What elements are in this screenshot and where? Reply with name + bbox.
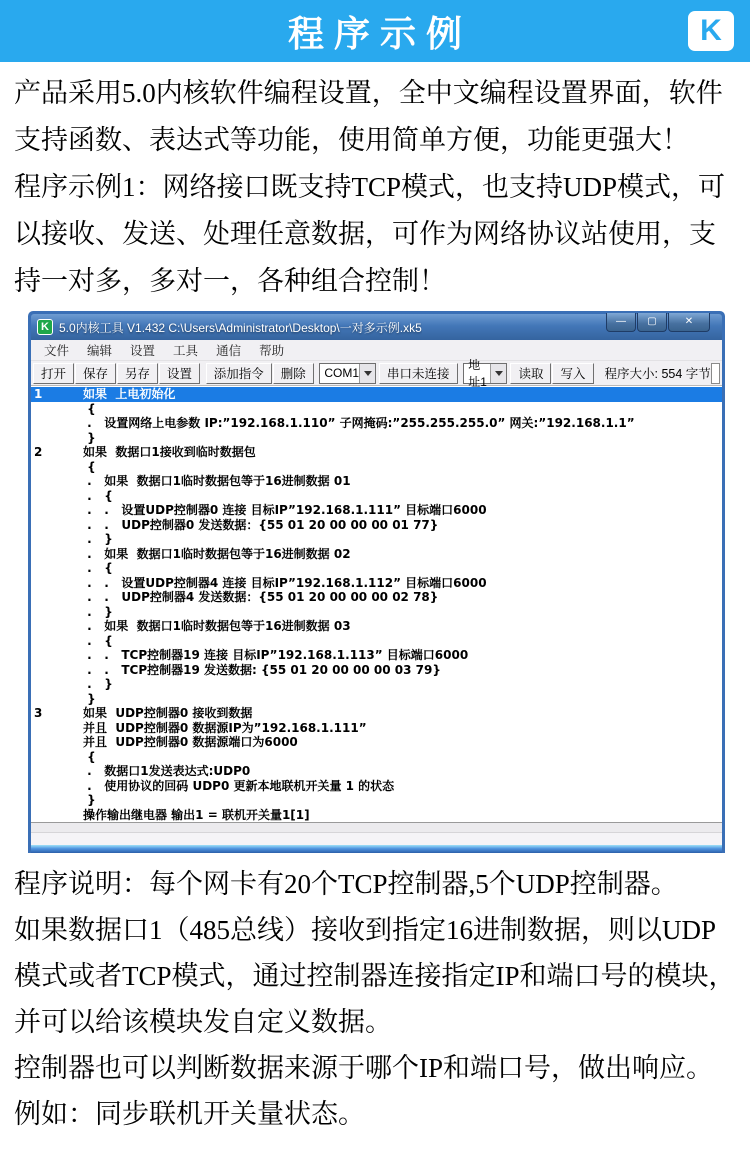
address-select[interactable] — [463, 358, 507, 389]
read-button[interactable]: 读取 — [510, 363, 551, 384]
code-line[interactable] — [31, 605, 722, 620]
line-number — [31, 735, 83, 750]
intro-text — [14, 70, 736, 305]
code-text: . 如果 数据口1临时数据包等于16进制数据 02 — [83, 546, 351, 561]
window-bottom-frame — [31, 845, 722, 853]
maximize-button[interactable]: ▢ — [637, 313, 667, 332]
intro-paragraph: 程序示例1：网络接口既支持TCP模式，也支持UDP模式，可以接收、发送、处理任意数据，可作为网络协议站使用，支持一对多，多对一，各种组合控制！ — [14, 172, 726, 296]
delete-button[interactable]: 删除 — [273, 363, 314, 384]
code-line[interactable] — [31, 764, 722, 779]
line-number — [31, 721, 83, 736]
line-number — [31, 547, 83, 562]
code-text: . { — [83, 488, 113, 503]
toolbar-field[interactable] — [711, 363, 720, 384]
line-number — [31, 605, 83, 620]
code-line[interactable] — [31, 779, 722, 794]
window-title: 5.0内核工具 V1.432 C:\Users\Administrator\Desktop\一对多示例.xk5 — [59, 320, 422, 335]
code-text: } — [83, 430, 96, 445]
code-line[interactable] — [31, 474, 722, 489]
code-line[interactable] — [31, 692, 722, 707]
code-text: . 设置网络上电参数 IP:”192.168.1.110” 子网掩码:”255.255.255.0” 网关:”192.168.1.1” — [83, 416, 635, 430]
code-text: . . TCP控制器19 连接 目标IP”192.168.1.113” 目标端口6000 — [83, 648, 469, 662]
page-header — [0, 0, 750, 62]
intro-paragraph: 产品采用5.0内核软件编程设置，全中文编程设置界面，软件支持函数、表达式等功能，使用简单方便，功能更强大！ — [14, 78, 723, 155]
program-size-label: 程序大小: 554 字节 — [604, 367, 711, 381]
menu-item[interactable]: 编辑 — [87, 344, 113, 358]
code-text: } — [83, 793, 96, 807]
menu-item[interactable]: 帮助 — [259, 344, 285, 358]
status-bar-upper — [31, 822, 722, 832]
code-text: . . 设置UDP控制器4 连接 目标IP”192.168.1.112” 目标端口6000 — [83, 575, 487, 590]
close-button[interactable]: ✕ — [668, 313, 710, 332]
dropdown-arrow-icon — [364, 371, 372, 376]
code-line[interactable] — [31, 489, 722, 504]
com-port-select[interactable] — [319, 363, 376, 384]
code-line[interactable] — [31, 431, 722, 446]
code-line[interactable] — [31, 576, 722, 591]
write-button[interactable]: 写入 — [552, 363, 593, 384]
code-text: 并且 UDP控制器0 数据源端口为6000 — [83, 735, 298, 749]
address-dropdown[interactable] — [490, 364, 506, 383]
line-number — [31, 808, 83, 823]
line-number — [31, 532, 83, 547]
code-text: { — [83, 401, 96, 416]
line-number — [31, 750, 83, 765]
line-number — [31, 576, 83, 591]
line-number — [31, 648, 83, 663]
code-text: { — [83, 749, 96, 764]
line-number — [31, 518, 83, 533]
menu-item[interactable]: 设置 — [130, 344, 156, 358]
code-line[interactable] — [31, 503, 722, 518]
code-text: 并且 UDP控制器0 数据源IP为”192.168.1.111” — [83, 720, 367, 735]
menu-bar — [31, 340, 722, 361]
code-text: . 使用协议的回码 UDP0 更新本地联机开关量 1 的状态 — [83, 778, 395, 793]
line-number — [31, 489, 83, 504]
code-text: { — [83, 459, 96, 474]
code-line[interactable] — [31, 402, 722, 417]
code-line[interactable] — [31, 735, 722, 750]
code-text: . 如果 数据口1临时数据包等于16进制数据 03 — [83, 619, 351, 633]
code-line[interactable] — [31, 532, 722, 547]
code-line[interactable] — [31, 634, 722, 649]
code-text: . { — [83, 633, 113, 648]
footer-paragraph: 如果数据口1（485总线）接收到指定16进制数据，则以UDP模式或者TCP模式，通过控制器连接指定IP和端口号的模块，并可以给该模块发自定义数据。 — [14, 915, 736, 1037]
line-number: 3 — [34, 706, 43, 720]
code-line[interactable] — [31, 648, 722, 663]
code-line[interactable] — [31, 663, 722, 678]
menu-item[interactable]: 通信 — [216, 344, 242, 358]
footer-text — [14, 861, 736, 1137]
code-line[interactable] — [31, 387, 722, 402]
footer-paragraph: 控制器也可以判断数据来源于哪个IP和端口号，做出响应。例如：同步联机开关量状态。 — [14, 1053, 714, 1129]
code-line[interactable] — [31, 460, 722, 475]
line-number — [31, 561, 83, 576]
line-number — [31, 634, 83, 649]
line-number — [31, 663, 83, 678]
code-line[interactable] — [31, 793, 722, 808]
page-title: 程序示例 — [287, 13, 472, 54]
code-text: 操作输出继电器 输出1 = 联机开关量1[1] — [83, 807, 310, 822]
app-window — [28, 311, 725, 853]
line-number — [31, 619, 83, 634]
line-number — [31, 474, 83, 489]
footer-paragraph: 程序说明：每个网卡有20个TCP控制器,5个UDP控制器。 — [14, 869, 678, 899]
save-as-button[interactable]: 另存 — [117, 363, 158, 384]
com-port-dropdown[interactable] — [359, 364, 375, 383]
com-port-value: COM1 — [324, 366, 360, 380]
app-icon — [37, 319, 53, 335]
code-text: . 如果 数据口1临时数据包等于16进制数据 01 — [83, 474, 351, 488]
code-text: . } — [83, 604, 113, 619]
code-line[interactable] — [31, 547, 722, 562]
code-text: . { — [83, 561, 113, 575]
line-number — [31, 503, 83, 518]
menu-item[interactable]: 工具 — [173, 344, 199, 358]
window-titlebar[interactable] — [31, 314, 722, 340]
line-number — [31, 460, 83, 475]
code-text: . } — [83, 677, 113, 691]
line-number: 2 — [34, 445, 43, 459]
code-editor[interactable] — [31, 386, 722, 822]
line-number — [31, 677, 83, 692]
code-line[interactable] — [31, 445, 722, 460]
save-button[interactable]: 保存 — [75, 363, 116, 384]
line-number — [31, 402, 83, 417]
line-number: 1 — [34, 387, 43, 401]
code-line[interactable] — [31, 518, 722, 533]
brand-logo-icon — [688, 11, 734, 51]
line-number — [31, 692, 83, 707]
brand-logo-letter: K — [700, 14, 722, 47]
code-text: } — [83, 691, 96, 706]
menu-item[interactable]: 文件 — [44, 344, 70, 358]
code-line[interactable] — [31, 808, 722, 823]
code-line[interactable] — [31, 619, 722, 634]
code-line[interactable] — [31, 750, 722, 765]
line-number — [31, 779, 83, 794]
line-number — [31, 431, 83, 446]
code-text: 如果 数据口1接收到临时数据包 — [83, 445, 256, 459]
open-button[interactable]: 打开 — [33, 363, 74, 384]
line-number — [31, 416, 83, 431]
code-line[interactable] — [31, 416, 722, 431]
code-text: . } — [83, 532, 113, 546]
code-text: 如果 UDP控制器0 接收到数据 — [83, 706, 253, 720]
minimize-button[interactable]: — — [606, 313, 636, 332]
address-value: 地址1 — [468, 358, 487, 389]
line-number — [31, 793, 83, 808]
code-line[interactable] — [31, 677, 722, 692]
code-line[interactable] — [31, 721, 722, 736]
add-command-button[interactable]: 添加指令 — [206, 363, 272, 384]
code-text: . . UDP控制器4 发送数据：{55 01 20 00 00 00 02 78} — [83, 590, 439, 604]
code-line[interactable] — [31, 561, 722, 576]
code-text: 如果 上电初始化 — [83, 387, 176, 401]
code-line[interactable] — [31, 590, 722, 605]
settings-button[interactable]: 设置 — [159, 363, 200, 384]
toolbar — [31, 358, 722, 389]
app-icon-letter: K — [41, 321, 49, 333]
line-number — [31, 764, 83, 779]
code-text: . 数据口1发送表达式:UDP0 — [83, 764, 251, 778]
status-bar-lower — [31, 832, 722, 845]
dropdown-arrow-icon — [495, 371, 503, 376]
code-text: . . UDP控制器0 发送数据：{55 01 20 00 00 00 01 77} — [83, 517, 439, 532]
code-line[interactable] — [31, 706, 722, 721]
serial-status-button[interactable]: 串口未连接 — [379, 363, 458, 384]
code-text: . . 设置UDP控制器0 连接 目标IP”192.168.1.111” 目标端口6000 — [83, 503, 487, 517]
code-text: . . TCP控制器19 发送数据: {55 01 20 00 00 00 03 79} — [83, 662, 441, 677]
line-number — [31, 590, 83, 605]
